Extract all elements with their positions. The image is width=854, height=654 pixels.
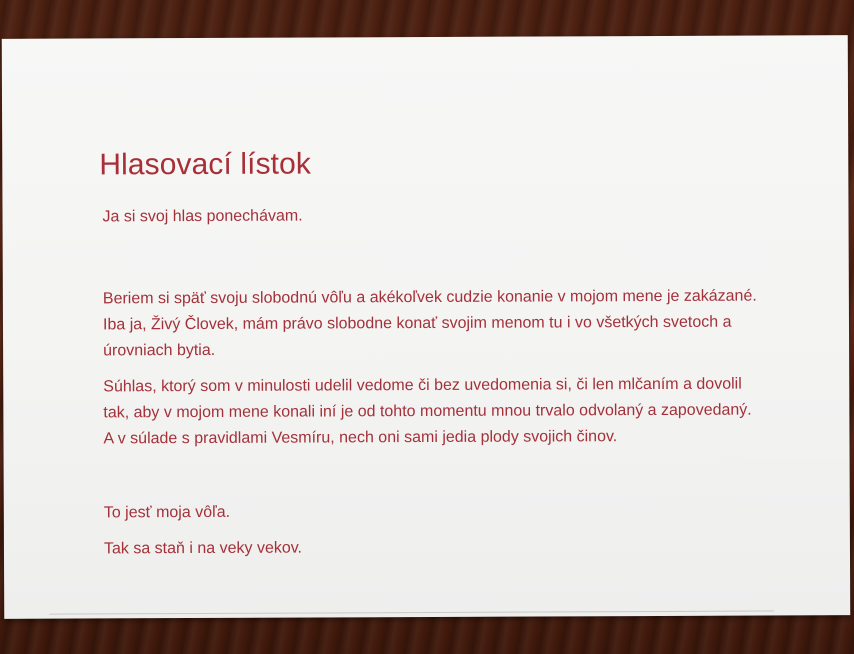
- ballot-paper: [2, 35, 851, 619]
- declaration-paragraph-1: Beriem si späť svoju slobodnú vôľu a akékoľvek cudzie konanie v mojom mene je zakázané. Iba ja, Živý Človek, mám právo slobodne konať svojim menom tu i vo všetkých svetoch a úrovniach bytia.: [102, 287, 757, 360]
- intro-statement: Ja si svoj hlas ponechávam.: [102, 207, 303, 226]
- closing-line-2: Tak sa staň i na veky vekov.: [103, 539, 303, 558]
- ballot-content: [99, 146, 761, 577]
- closing-line-1: To jesť moja vôľa.: [103, 503, 231, 522]
- declaration-paragraph-2: Súhlas, ktorý som v minulosti udelil vedome či bez uvedomenia si, či len mlčaním a dovolil tak, aby v mojom mene konali iní je od tohto momentu mnou trvalo odvolaný a zapovedaný. A v súlade s pravidlami Vesmíru, nech oni sami jedia plody svojich činov.: [103, 375, 752, 448]
- bottom-divider: [49, 610, 774, 614]
- ballot-title: Hlasovací lístok: [99, 147, 312, 182]
